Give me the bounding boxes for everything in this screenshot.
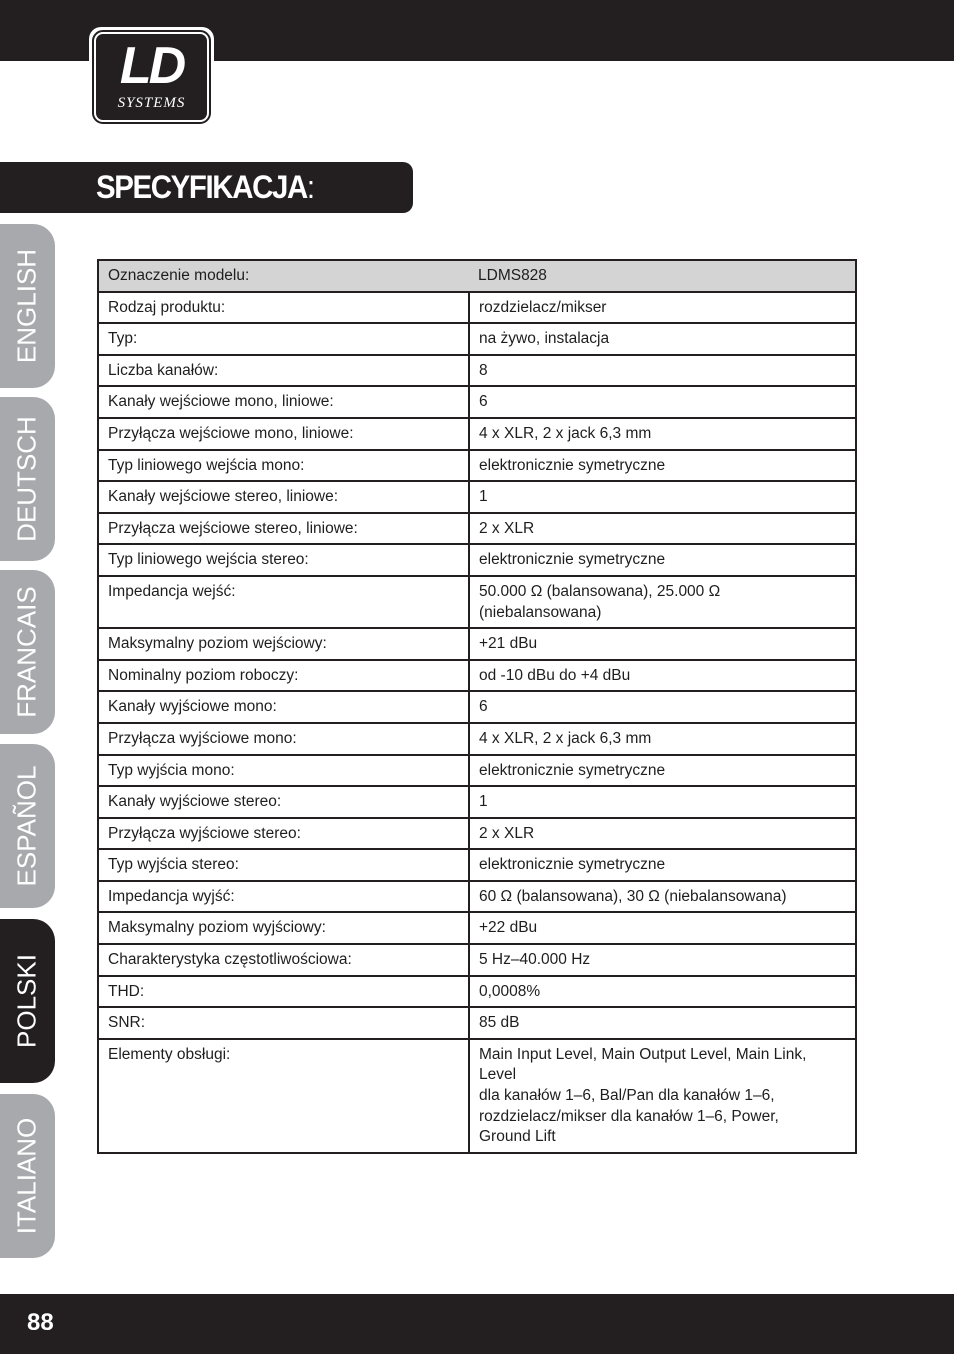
spec-value-cell: 5 Hz–40.000 Hz — [469, 944, 856, 976]
spec-label-cell: Przyłącza wejściowe mono, liniowe: — [98, 418, 469, 450]
spec-value-cell: Main Input Level, Main Output Level, Main Link, Level dla kanałów 1–6, Bal/Pan dla kanałów 1–6, rozdzielacz/mikser dla kanałów 1–6, Power, Ground Lift — [469, 1039, 856, 1153]
spec-value-cell: na żywo, instalacja — [469, 323, 856, 355]
spec-value-cell: 1 — [469, 481, 856, 513]
table-row — [98, 660, 856, 692]
spec-label-cell: Kanały wyjściowe mono: — [98, 691, 469, 723]
table-row — [98, 323, 856, 355]
spec-label-cell: Kanały wejściowe mono, liniowe: — [98, 386, 469, 418]
table-row — [98, 544, 856, 576]
tab-italiano[interactable] — [0, 1094, 55, 1258]
section-title-text: SPECYFIKACJA — [96, 169, 307, 205]
table-row — [98, 481, 856, 513]
table-row — [98, 292, 856, 324]
tab-english[interactable] — [0, 224, 55, 388]
spec-label-cell: Impedancja wejść: — [98, 576, 469, 628]
table-row — [98, 513, 856, 545]
logo-badge — [94, 32, 209, 122]
tab-label: FRANCAIS — [11, 586, 42, 718]
spec-value-cell: 8 — [469, 355, 856, 387]
tab-espanol[interactable] — [0, 744, 55, 908]
spec-table-body — [98, 260, 856, 1153]
section-title — [96, 167, 314, 207]
tab-francais[interactable] — [0, 570, 55, 734]
section-title-colon: : — [306, 169, 314, 205]
spec-label-cell: Impedancja wyjść: — [98, 881, 469, 913]
brand-logo — [89, 27, 214, 127]
spec-label-cell: Kanały wyjściowe stereo: — [98, 786, 469, 818]
spec-value-cell: 2 x XLR — [469, 818, 856, 850]
table-row — [98, 755, 856, 787]
tab-deutsch[interactable] — [0, 397, 55, 561]
spec-label-cell: Typ liniowego wejścia stereo: — [98, 544, 469, 576]
spec-label-cell: Oznaczenie modelu: — [98, 260, 469, 292]
table-row — [98, 1007, 856, 1039]
table-row — [98, 691, 856, 723]
spec-label-cell: Charakterystyka częstotliwościowa: — [98, 944, 469, 976]
spec-value-cell: +21 dBu — [469, 628, 856, 660]
spec-value-cell: 4 x XLR, 2 x jack 6,3 mm — [469, 418, 856, 450]
spec-value-cell: 6 — [469, 691, 856, 723]
spec-value-cell: 1 — [469, 786, 856, 818]
table-row — [98, 418, 856, 450]
table-row — [98, 386, 856, 418]
spec-value-cell: 60 Ω (balansowana), 30 Ω (niebalansowana) — [469, 881, 856, 913]
table-row — [98, 944, 856, 976]
page-number: 88 — [27, 1309, 54, 1336]
spec-label-cell: Kanały wejściowe stereo, liniowe: — [98, 481, 469, 513]
spec-value-cell: elektronicznie symetryczne — [469, 755, 856, 787]
spec-value-cell: LDMS828 — [469, 260, 856, 292]
spec-label-cell: Maksymalny poziom wejściowy: — [98, 628, 469, 660]
table-row — [98, 450, 856, 482]
spec-value-cell: 4 x XLR, 2 x jack 6,3 mm — [469, 723, 856, 755]
table-row — [98, 628, 856, 660]
tab-label: DEUTSCH — [11, 416, 42, 542]
table-row — [98, 723, 856, 755]
spec-label-cell: Typ: — [98, 323, 469, 355]
spec-value-cell: od -10 dBu do +4 dBu — [469, 660, 856, 692]
spec-label-cell: Przyłącza wyjściowe stereo: — [98, 818, 469, 850]
spec-value-cell: 2 x XLR — [469, 513, 856, 545]
spec-label-cell: Typ wyjścia mono: — [98, 755, 469, 787]
footer-bar — [0, 1294, 954, 1354]
table-row — [98, 881, 856, 913]
spec-label-cell: Typ liniowego wejścia mono: — [98, 450, 469, 482]
spec-value-cell: elektronicznie symetryczne — [469, 544, 856, 576]
section-title-banner — [0, 162, 413, 213]
table-row — [98, 912, 856, 944]
specification-table — [97, 259, 857, 1154]
spec-value-cell: +22 dBu — [469, 912, 856, 944]
tab-label: POLSKI — [11, 954, 42, 1048]
tab-label: ESPAÑOL — [11, 765, 42, 887]
table-row — [98, 1039, 856, 1153]
tab-polski[interactable] — [0, 919, 55, 1083]
spec-label-cell: SNR: — [98, 1007, 469, 1039]
spec-value-cell: 85 dB — [469, 1007, 856, 1039]
table-row — [98, 576, 856, 628]
tab-label: ITALIANO — [11, 1117, 42, 1235]
spec-label-cell: Nominalny poziom roboczy: — [98, 660, 469, 692]
table-row — [98, 818, 856, 850]
logo-main-text: LD — [119, 37, 184, 95]
spec-value-cell: 6 — [469, 386, 856, 418]
table-row — [98, 355, 856, 387]
spec-label-cell: Przyłącza wejściowe stereo, liniowe: — [98, 513, 469, 545]
spec-label-cell: Rodzaj produktu: — [98, 292, 469, 324]
spec-label-cell: Przyłącza wyjściowe mono: — [98, 723, 469, 755]
table-row — [98, 976, 856, 1008]
spec-value-cell: 0,0008% — [469, 976, 856, 1008]
tab-label: ENGLISH — [11, 248, 42, 364]
spec-label-cell: Maksymalny poziom wyjściowy: — [98, 912, 469, 944]
spec-label-cell: Elementy obsługi: — [98, 1039, 469, 1153]
spec-label-cell: Liczba kanałów: — [98, 355, 469, 387]
spec-value-cell: elektronicznie symetryczne — [469, 849, 856, 881]
table-row — [98, 849, 856, 881]
table-row — [98, 786, 856, 818]
spec-value-cell: 50.000 Ω (balansowana), 25.000 Ω (niebalansowana) — [469, 576, 856, 628]
logo-sub-text: SYSTEMS — [117, 95, 186, 111]
spec-label-cell: THD: — [98, 976, 469, 1008]
spec-value-cell: elektronicznie symetryczne — [469, 450, 856, 482]
spec-value-cell: rozdzielacz/mikser — [469, 292, 856, 324]
table-row — [98, 260, 856, 292]
spec-label-cell: Typ wyjścia stereo: — [98, 849, 469, 881]
